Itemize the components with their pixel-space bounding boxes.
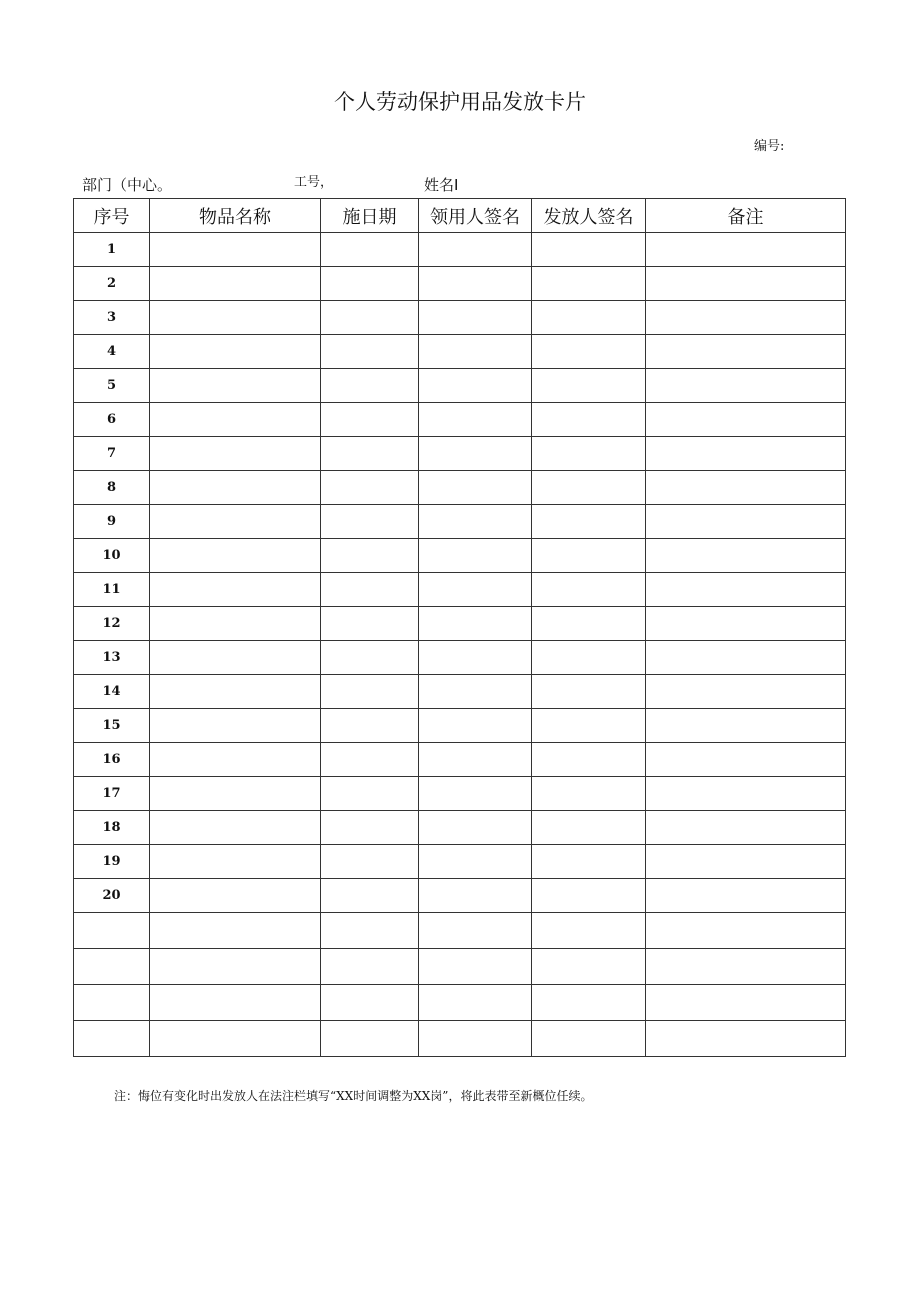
cell-date[interactable] (321, 505, 419, 539)
cell-item-name[interactable] (150, 403, 321, 437)
header-remarks: 备注 (646, 199, 846, 233)
cell-item-name[interactable] (150, 335, 321, 369)
cell-remarks[interactable] (646, 403, 846, 437)
cell-item-name[interactable] (150, 879, 321, 913)
cell-seq (74, 1021, 150, 1057)
table-row (74, 845, 846, 879)
cell-issuer-signature[interactable] (532, 743, 646, 777)
table-row (74, 539, 846, 573)
cell-issuer-signature[interactable] (532, 913, 646, 949)
cell-date[interactable] (321, 913, 419, 949)
cell-item-name[interactable] (150, 573, 321, 607)
cell-remarks[interactable] (646, 301, 846, 335)
table-row (74, 913, 846, 949)
cell-issuer-signature[interactable] (532, 437, 646, 471)
table-row (74, 369, 846, 403)
cell-recipient-signature[interactable] (419, 777, 532, 811)
cell-seq (74, 985, 150, 1021)
header-date: 施日期 (321, 199, 419, 233)
cell-remarks[interactable] (646, 233, 846, 267)
table-row (74, 471, 846, 505)
cell-issuer-signature[interactable] (532, 403, 646, 437)
cell-issuer-signature[interactable] (532, 301, 646, 335)
cell-recipient-signature[interactable] (419, 471, 532, 505)
cell-seq: 17 (74, 777, 150, 811)
cell-seq: 13 (74, 641, 150, 675)
cell-remarks[interactable] (646, 913, 846, 949)
table-row (74, 267, 846, 301)
cell-date[interactable] (321, 985, 419, 1021)
header-issuer-signature: 发放人签名 (532, 199, 646, 233)
cell-item-name[interactable] (150, 811, 321, 845)
cell-recipient-signature[interactable] (419, 675, 532, 709)
cell-date[interactable] (321, 777, 419, 811)
cell-recipient-signature[interactable] (419, 879, 532, 913)
cell-date[interactable] (321, 573, 419, 607)
cell-item-name[interactable] (150, 709, 321, 743)
cell-recipient-signature[interactable] (419, 539, 532, 573)
cell-issuer-signature[interactable] (532, 539, 646, 573)
header-recipient-signature: 领用人签名 (419, 199, 532, 233)
cell-issuer-signature[interactable] (532, 369, 646, 403)
cell-remarks[interactable] (646, 949, 846, 985)
cell-remarks[interactable] (646, 675, 846, 709)
cell-date[interactable] (321, 233, 419, 267)
table-row (74, 335, 846, 369)
cell-seq: 20 (74, 879, 150, 913)
cell-date[interactable] (321, 471, 419, 505)
cell-item-name[interactable] (150, 675, 321, 709)
cell-remarks[interactable] (646, 743, 846, 777)
cell-remarks[interactable] (646, 879, 846, 913)
cell-seq: 2 (74, 267, 150, 301)
table-row (74, 301, 846, 335)
table-row (74, 573, 846, 607)
cell-issuer-signature[interactable] (532, 471, 646, 505)
cell-remarks[interactable] (646, 607, 846, 641)
cell-seq: 8 (74, 471, 150, 505)
table-row (74, 675, 846, 709)
cell-recipient-signature[interactable] (419, 845, 532, 879)
cell-remarks[interactable] (646, 641, 846, 675)
cell-item-name[interactable] (150, 471, 321, 505)
issuance-table (73, 198, 846, 1057)
cell-date[interactable] (321, 1021, 419, 1057)
cell-remarks[interactable] (646, 985, 846, 1021)
cell-remarks[interactable] (646, 539, 846, 573)
cell-issuer-signature[interactable] (532, 709, 646, 743)
cell-date[interactable] (321, 403, 419, 437)
table-row (74, 641, 846, 675)
table-row (74, 1021, 846, 1057)
cell-seq: 11 (74, 573, 150, 607)
cell-date[interactable] (321, 879, 419, 913)
cell-remarks[interactable] (646, 471, 846, 505)
cell-date[interactable] (321, 743, 419, 777)
cell-recipient-signature[interactable] (419, 573, 532, 607)
cell-seq: 19 (74, 845, 150, 879)
cell-item-name[interactable] (150, 267, 321, 301)
cell-seq: 3 (74, 301, 150, 335)
cell-item-name[interactable] (150, 301, 321, 335)
header-item-name: 物品名称 (150, 199, 321, 233)
cell-item-name[interactable] (150, 607, 321, 641)
cell-seq: 14 (74, 675, 150, 709)
cell-issuer-signature[interactable] (532, 641, 646, 675)
cell-date[interactable] (321, 949, 419, 985)
table-body (74, 233, 846, 1057)
cell-seq: 6 (74, 403, 150, 437)
cell-item-name[interactable] (150, 777, 321, 811)
cell-issuer-signature[interactable] (532, 675, 646, 709)
document-title: 个人劳动保护用品发放卡片 (334, 90, 586, 114)
cell-recipient-signature[interactable] (419, 233, 532, 267)
cell-issuer-signature[interactable] (532, 985, 646, 1021)
table-row (74, 949, 846, 985)
table-row (74, 811, 846, 845)
cell-item-name[interactable] (150, 539, 321, 573)
cell-seq: 9 (74, 505, 150, 539)
table-row (74, 709, 846, 743)
name-label: 姓名I (424, 176, 459, 194)
cell-remarks[interactable] (646, 437, 846, 471)
table-row (74, 777, 846, 811)
cell-date[interactable] (321, 709, 419, 743)
table-row (74, 985, 846, 1021)
table-row (74, 403, 846, 437)
cell-seq: 4 (74, 335, 150, 369)
cell-remarks[interactable] (646, 709, 846, 743)
cell-recipient-signature[interactable] (419, 985, 532, 1021)
cell-date[interactable] (321, 267, 419, 301)
cell-item-name[interactable] (150, 949, 321, 985)
cell-item-name[interactable] (150, 1021, 321, 1057)
cell-date[interactable] (321, 335, 419, 369)
cell-issuer-signature[interactable] (532, 811, 646, 845)
cell-date[interactable] (321, 369, 419, 403)
cell-recipient-signature[interactable] (419, 1021, 532, 1057)
table-header-row (74, 199, 846, 233)
cell-remarks[interactable] (646, 845, 846, 879)
cell-date[interactable] (321, 301, 419, 335)
cell-date[interactable] (321, 607, 419, 641)
cell-seq: 10 (74, 539, 150, 573)
cell-item-name[interactable] (150, 913, 321, 949)
cell-issuer-signature[interactable] (532, 505, 646, 539)
cell-date[interactable] (321, 641, 419, 675)
table-row (74, 607, 846, 641)
cell-recipient-signature[interactable] (419, 267, 532, 301)
cell-seq: 18 (74, 811, 150, 845)
cell-recipient-signature[interactable] (419, 403, 532, 437)
cell-seq (74, 913, 150, 949)
cell-recipient-signature[interactable] (419, 641, 532, 675)
table-row (74, 233, 846, 267)
cell-seq: 12 (74, 607, 150, 641)
cell-seq (74, 949, 150, 985)
cell-recipient-signature[interactable] (419, 811, 532, 845)
cell-seq: 16 (74, 743, 150, 777)
cell-recipient-signature[interactable] (419, 709, 532, 743)
cell-date[interactable] (321, 845, 419, 879)
cell-seq: 7 (74, 437, 150, 471)
cell-item-name[interactable] (150, 845, 321, 879)
cell-recipient-signature[interactable] (419, 743, 532, 777)
cell-seq: 5 (74, 369, 150, 403)
cell-item-name[interactable] (150, 641, 321, 675)
cell-remarks[interactable] (646, 369, 846, 403)
cell-remarks[interactable] (646, 1021, 846, 1057)
cell-date[interactable] (321, 437, 419, 471)
cell-recipient-signature[interactable] (419, 913, 532, 949)
table-row (74, 743, 846, 777)
cell-item-name[interactable] (150, 437, 321, 471)
header-seq: 序号 (74, 199, 150, 233)
table-row (74, 505, 846, 539)
cell-date[interactable] (321, 539, 419, 573)
cell-issuer-signature[interactable] (532, 879, 646, 913)
cell-item-name[interactable] (150, 985, 321, 1021)
cell-remarks[interactable] (646, 573, 846, 607)
cell-recipient-signature[interactable] (419, 369, 532, 403)
cell-item-name[interactable] (150, 369, 321, 403)
cell-issuer-signature[interactable] (532, 777, 646, 811)
cell-recipient-signature[interactable] (419, 335, 532, 369)
cell-recipient-signature[interactable] (419, 301, 532, 335)
cell-remarks[interactable] (646, 505, 846, 539)
cell-remarks[interactable] (646, 267, 846, 301)
cell-issuer-signature[interactable] (532, 845, 646, 879)
cell-issuer-signature[interactable] (532, 267, 646, 301)
cell-issuer-signature[interactable] (532, 233, 646, 267)
cell-date[interactable] (321, 675, 419, 709)
cell-issuer-signature[interactable] (532, 949, 646, 985)
department-label: 部门（中心。 (82, 176, 173, 194)
cell-seq: 15 (74, 709, 150, 743)
cell-issuer-signature[interactable] (532, 607, 646, 641)
cell-issuer-signature[interactable] (532, 1021, 646, 1057)
cell-recipient-signature[interactable] (419, 505, 532, 539)
cell-remarks[interactable] (646, 777, 846, 811)
serial-number-label: 编号: (754, 139, 785, 154)
cell-item-name[interactable] (150, 505, 321, 539)
employee-number-label: 工号， (294, 175, 334, 190)
footer-note: 注：悔位有变化时出发放人在法注栏填写“XX时间调整为XX岗”，将此表带至新概位任续。 (114, 1089, 593, 1103)
cell-item-name[interactable] (150, 233, 321, 267)
cell-item-name[interactable] (150, 743, 321, 777)
cell-recipient-signature[interactable] (419, 949, 532, 985)
cell-issuer-signature[interactable] (532, 335, 646, 369)
cell-remarks[interactable] (646, 335, 846, 369)
cell-recipient-signature[interactable] (419, 437, 532, 471)
cell-recipient-signature[interactable] (419, 607, 532, 641)
cell-seq: 1 (74, 233, 150, 267)
table-row (74, 879, 846, 913)
cell-issuer-signature[interactable] (532, 573, 646, 607)
cell-date[interactable] (321, 811, 419, 845)
cell-remarks[interactable] (646, 811, 846, 845)
table-row (74, 437, 846, 471)
